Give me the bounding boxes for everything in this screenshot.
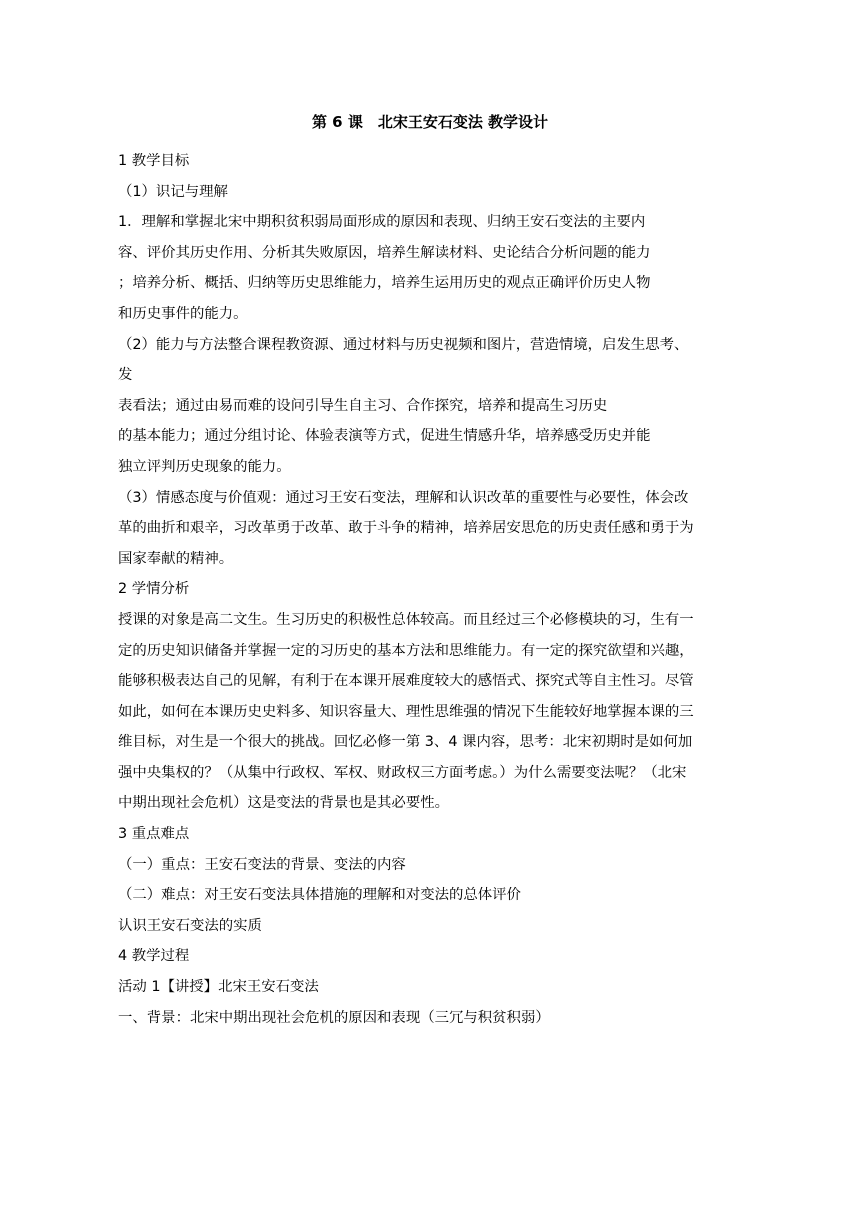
text-line: 定的历史知识储备并掌握一定的习历史的基本方法和思维能力。有一定的探究欲望和兴趣， bbox=[118, 642, 694, 659]
text-line: 能够积极表达自己的见解，有利于在本课开展难度较大的感悟式、探究式等自主性习。尽管 bbox=[118, 673, 694, 690]
text-line: 和历史事件的能力。 bbox=[118, 305, 248, 322]
text-line: 认识王安石变法的实质 bbox=[118, 917, 262, 934]
text-line: 革的曲折和艰辛，习改革勇于改革、敢于斗争的精神，培养居安思危的历史责任感和勇于为 bbox=[118, 520, 694, 537]
text-line: 1 教学目标 bbox=[118, 153, 190, 169]
text-line: 容、评价其历史作用、分析其失败原因，培养生解读材料、史论结合分析问题的能力 bbox=[118, 244, 651, 261]
text-line: （3）情感态度与价值观：通过习王安石变法，理解和认识改革的重要性与必要性，体会改 bbox=[118, 489, 689, 506]
text-line: 活动 1【讲授】北宋王安石变法 bbox=[118, 979, 319, 996]
text-line: 如此，如何在本课历史史料多、知识容量大、理性思维强的情况下生能较好地掌握本课的三 bbox=[118, 703, 694, 720]
text-line: 强中央集权的？（从集中行政权、军权、财政权三方面考虑。）为什么需要变法呢？（北宋 bbox=[118, 764, 687, 781]
text-line: 1．理解和掌握北宋中期积贫积弱局面形成的原因和表现、归纳王安石变法的主要内 bbox=[118, 214, 646, 231]
text-line: 3 重点难点 bbox=[118, 826, 190, 843]
text-line: （二）难点：对王安石变法具体措施的理解和对变法的总体评价 bbox=[118, 887, 521, 904]
text-line: 4 教学过程 bbox=[118, 948, 190, 965]
text-line: 维目标，对生是一个很大的挑战。回忆必修一第 3、4 课内容，思考：北宋初期时是如何加 bbox=[118, 734, 693, 751]
text-line: 授课的对象是高二文生。生习历史的积极性总体较高。而且经过三个必修模块的习，生有一 bbox=[118, 611, 694, 628]
text-line: （1）识记与理解 bbox=[118, 183, 228, 200]
text-line: （一）重点：王安石变法的背景、变法的内容 bbox=[118, 856, 406, 873]
text-line: 一、背景：北宋中期出现社会危机的原因和表现（三冗与积贫积弱） bbox=[118, 1009, 550, 1026]
text-line: （2）能力与方法整合课程教资源、通过材料与历史视频和图片，营造情境，启发生思考、 bbox=[118, 336, 689, 353]
document-body bbox=[118, 146, 738, 1033]
text-line: 发 bbox=[118, 367, 133, 384]
text-line: 国家奉献的精神。 bbox=[118, 550, 234, 567]
text-line: 独立评判历史现象的能力。 bbox=[118, 458, 291, 475]
text-line: 表看法；通过由易而难的设问引导生自主习、合作探究，培养和提高生习历史 bbox=[118, 397, 608, 414]
text-line: 中期出现社会危机）这是变法的背景也是其必要性。 bbox=[118, 795, 449, 812]
document-title: 第 6 课 北宋王安石变法 教学设计 bbox=[311, 113, 549, 131]
text-line: 2 学情分析 bbox=[118, 581, 190, 598]
text-line: 的基本能力；通过分组讨论、体验表演等方式，促进生情感升华，培养感受历史并能 bbox=[118, 428, 651, 445]
text-line: ；培养分析、概括、归纳等历史思维能力，培养生运用历史的观点正确评价历史人物 bbox=[118, 275, 651, 292]
